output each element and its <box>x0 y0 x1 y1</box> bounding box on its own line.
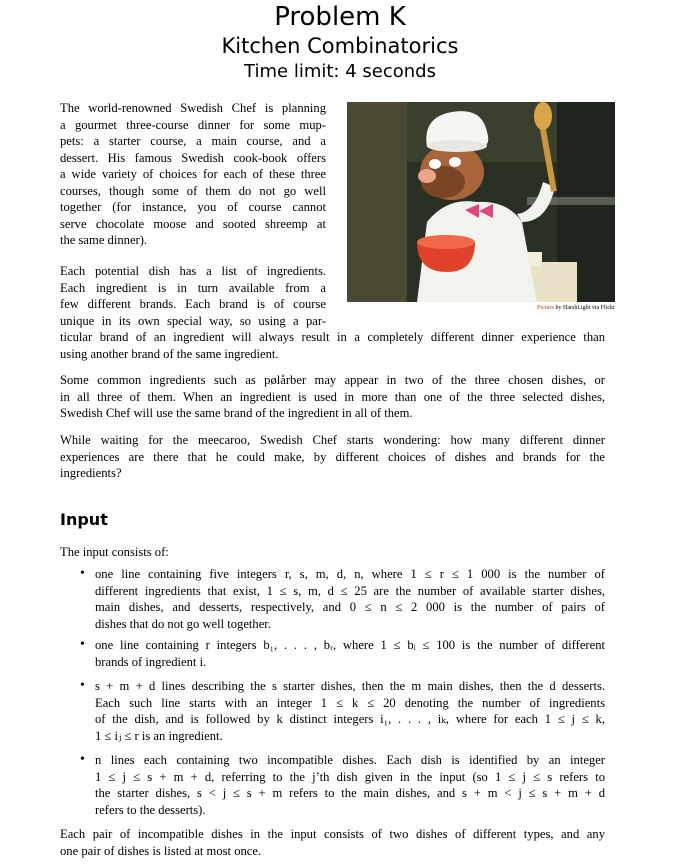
text-line: a wide variety of choices for each of these three <box>60 167 326 181</box>
input-intro <box>60 544 605 561</box>
intro-paragraph <box>60 100 326 249</box>
chef-illustration <box>347 102 615 302</box>
text-line: in all three of them. When an ingredient is used in more than one of the three selected dishes, <box>60 389 605 404</box>
text-line: dishes that do not go well together. <box>95 616 271 631</box>
text-line: While waiting for the meecaroo, Swedish Chef starts wondering: how many different dinner <box>60 433 605 447</box>
text-line: brands of ingredient i. <box>95 654 207 669</box>
ingredients-paragraph <box>60 263 326 329</box>
problem-subtitle: Kitchen Combinatorics <box>221 34 459 58</box>
picture-link[interactable]: Picture <box>537 305 554 311</box>
bullet-marker: • <box>80 678 85 693</box>
text-line: one pair of dishes is listed at most once. <box>60 843 262 858</box>
text-line: using another brand of the same ingredient. <box>60 346 279 361</box>
input-bullet-item <box>95 752 605 818</box>
text-line: ticular brand of an ingredient will always result in a completely different dinner experience than <box>60 330 605 344</box>
text-line: Each pair of incompatible dishes in the input consists of two dishes of different types, and any <box>60 827 605 841</box>
text-line: together (for instance, you of course cannot <box>60 200 326 214</box>
text-line: The world-renowned Swedish Chef is planning <box>60 101 326 115</box>
text-line: Swedish Chef will use the same brand of the ingredient in all of them. <box>60 406 413 420</box>
credit-text: by HarshLight via Flickr <box>554 305 615 311</box>
text-line: the same dinner). <box>60 233 148 247</box>
problem-title: Problem K <box>274 2 406 32</box>
text-line: The input consists of: <box>60 545 169 559</box>
text-line: Each such line starts with an integer 1 ≤ k ≤ 20 denoting the number of ingredients <box>95 695 605 710</box>
text-line: of the dish, and is followed by k distinct integers i₁, . . . , iₖ, where for each 1 ≤ j ≤ k, <box>95 712 605 726</box>
text-line: Each ingredient is in turn available from a <box>60 280 326 295</box>
bullet-marker: • <box>80 752 85 767</box>
time-limit: Time limit: 4 seconds <box>244 61 436 82</box>
text-line: main dishes, and desserts, respectively, and 0 ≤ n ≤ 2 000 is the number of pairs of <box>95 600 605 614</box>
text-line: pets: a starter course, a main course, and a <box>60 134 326 148</box>
bullet-marker: • <box>80 566 85 581</box>
text-line: unique in its own special way, so using a par- <box>60 313 326 328</box>
input-heading: Input <box>60 510 108 529</box>
bullet-marker: • <box>80 637 85 652</box>
text-line: a gourmet three-course dinner for some mup- <box>60 117 326 132</box>
text-line: Some common ingredients such as pølårber may appear in two of the three chosen dishes, or <box>60 373 605 387</box>
input-bullet-item <box>95 637 605 670</box>
text-line: ingredients? <box>60 466 122 480</box>
swedish-chef-photo <box>347 102 615 302</box>
text-line: the starter dishes, s < j ≤ s + m refers to the main dishes, and s + m < j ≤ s + m + d <box>95 786 605 800</box>
waiting-paragraph <box>60 432 605 482</box>
input-bullet-item <box>95 678 605 744</box>
text-line: few different brands. Each brand is of course <box>60 297 326 311</box>
closing-paragraph <box>60 826 605 859</box>
text-line: 1 ≤ iⱼ ≤ r is an ingredient. <box>95 728 223 743</box>
text-line: serve chocolate moose and sooted shreemp at <box>60 216 326 231</box>
text-line: Each potential dish has a list of ingredients. <box>60 264 326 278</box>
input-bullet-item <box>95 566 605 632</box>
text-line: s + m + d lines describing the s starter dishes, then the m main dishes, then the d desserts. <box>95 679 605 693</box>
common-ingredients-paragraph <box>60 372 605 422</box>
text-line: different ingredients that exist, 1 ≤ s, m, d ≤ 25 are the number of available starter dishes, <box>95 583 605 598</box>
photo-credit <box>347 305 615 311</box>
text-line: courses, though some of them do not go well <box>60 183 326 198</box>
ingredients-paragraph-cont <box>60 329 605 362</box>
text-line: 1 ≤ j ≤ s + m + d, referring to the j’th dish given in the input (so 1 ≤ j ≤ s refers to <box>95 769 605 784</box>
text-line: refers to the desserts). <box>95 802 206 817</box>
text-line: one line containing five integers r, s, m, d, n, where 1 ≤ r ≤ 1 000 is the number of <box>95 567 605 581</box>
text-line: dessert. His famous Swedish cook-book offers <box>60 150 326 165</box>
text-line: n lines each containing two incompatible dishes. Each dish is identified by an integer <box>95 753 605 767</box>
text-line: experiences are there that he could make, by different choices of dishes and brands for the <box>60 449 605 464</box>
text-line: one line containing r integers b₁, . . . , bᵣ, where 1 ≤ bᵢ ≤ 100 is the number of different <box>95 638 605 652</box>
